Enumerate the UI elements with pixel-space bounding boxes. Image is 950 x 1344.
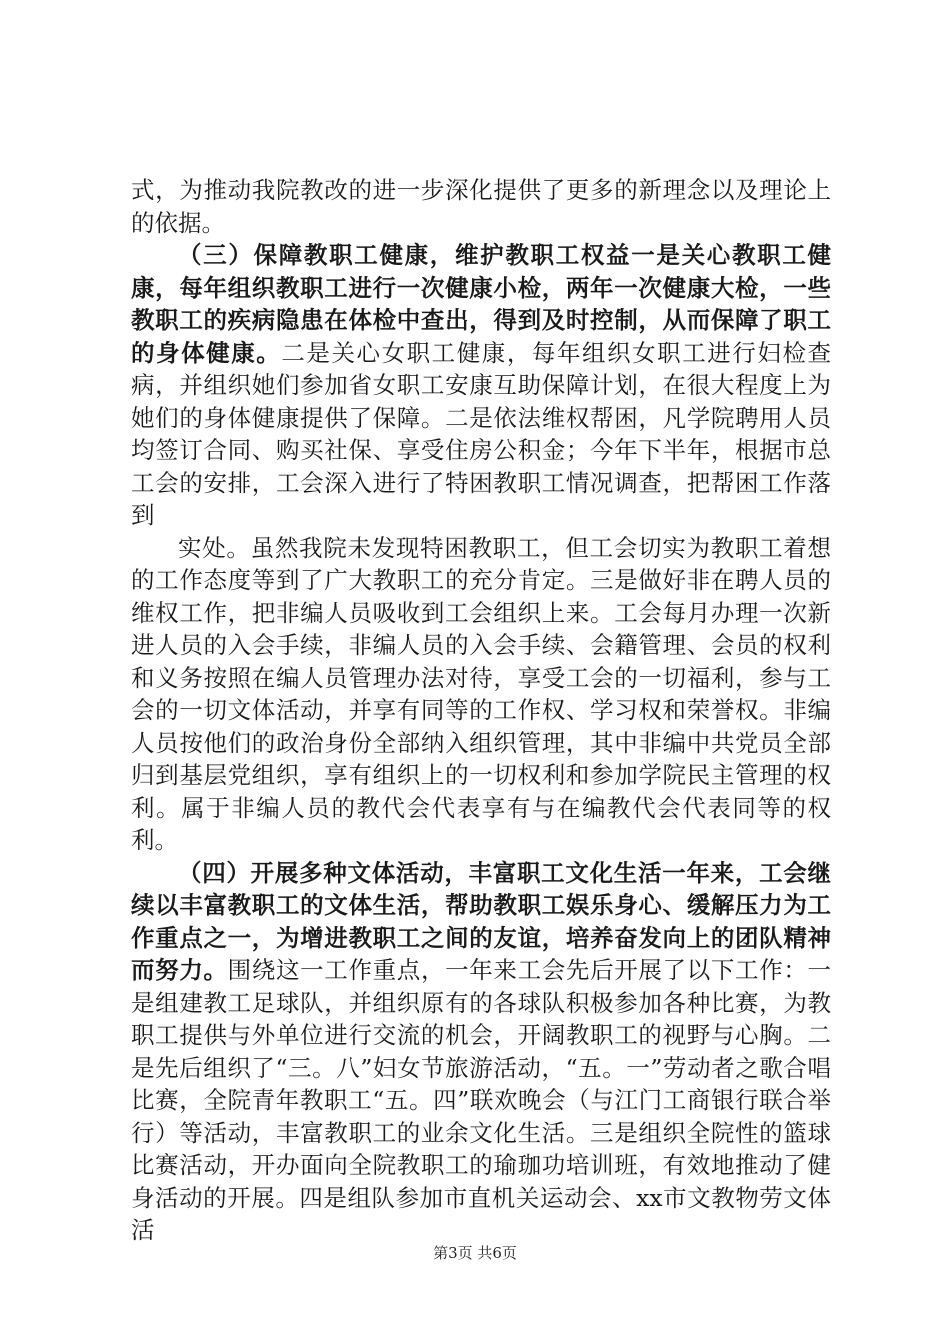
paragraph-4 [131, 857, 831, 1247]
paragraph-4-lead: （四）开展多种文体活动，丰富职工文化生活一年来，工会继续以丰富教职工的文体生活，帮助教职工娱乐身心、缓解压力为工作重点之一，为增进教职工之间的友谊，培养奋发向上的团队精神而努力。 [131, 858, 831, 984]
paragraph-2-lead: （三）保障教职工健康，维护教职工权益一是关心教职工健康，每年组织教职工进行一次健康小检，两年一次健康大检，一些教职工的疾病隐患在体检中查出，得到及时控制，从而保障了职工的身体健康。 [131, 241, 831, 367]
paragraph-2-text: 二是关心女职工健康，每年组织女职工进行妇检查病，并组织她们参加省女职工安康互助保障计划，在很大程度上为她们的身体健康提供了保障。二是依法维权帮困，凡学院聘用人员均签订合同、购买社保、享受住房公积金；今年下半年，根据市总工会的安排，工会深入进行了特困教职工情况调查，把帮困工作落到 [131, 338, 832, 529]
paragraph-1-text: 式，为推动我院教改的进一步深化提供了更多的新理念以及理论上的依据。 [131, 176, 831, 237]
paragraph-3 [131, 532, 831, 857]
page-footer [0, 1242, 950, 1263]
document-body [131, 174, 831, 1247]
paragraph-2 [131, 239, 831, 532]
page-number-label: 第3页 共6页 [433, 1244, 517, 1262]
paragraph-1 [131, 174, 831, 239]
paragraph-4-text: 围绕这一工作重点，一年来工会先后开展了以下工作：一是组建教工足球队，并组织原有的各球队积极参加各种比赛，为教职工提供与外单位进行交流的机会，开阔教职工的视野与心胸。二是先后组织了“三。八”妇女节旅游活动，“五。一”劳动者之歌合唱比赛，全院青年教职工“五。四”联欢晚会（与江门工商银行联合举行）等活动，丰富教职工的业余文化生活。三是组织全院性的篮球比赛活动，开办面向全院教职工的瑜珈功培训班，有效地推动了健身活动的开展。四是组队参加市直机关运动会、xx市文教物劳文体活 [131, 956, 832, 1244]
paragraph-3-text: 实处。虽然我院未发现特困教职工，但工会切实为教职工着想的工作态度等到了广大教职工的充分肯定。三是做好非在聘人员的维权工作，把非编人员吸收到工会组织上来。工会每月办理一次新进人员的入会手续，非编人员的入会手续、会籍管理、会员的权利和义务按照在编人员管理办法对待，享受工会的一切福利，参与工会的一切文体活动，并享有同等的工作权、学习权和荣誉权。非编人员按他们的政治身份全部纳入组织管理，其中非编中共党员全部归到基层党组织，享有组织上的一切权利和参加学院民主管理的权利。属于非编人员的教代会代表享有与在编教代会代表同等的权利。 [131, 533, 831, 854]
